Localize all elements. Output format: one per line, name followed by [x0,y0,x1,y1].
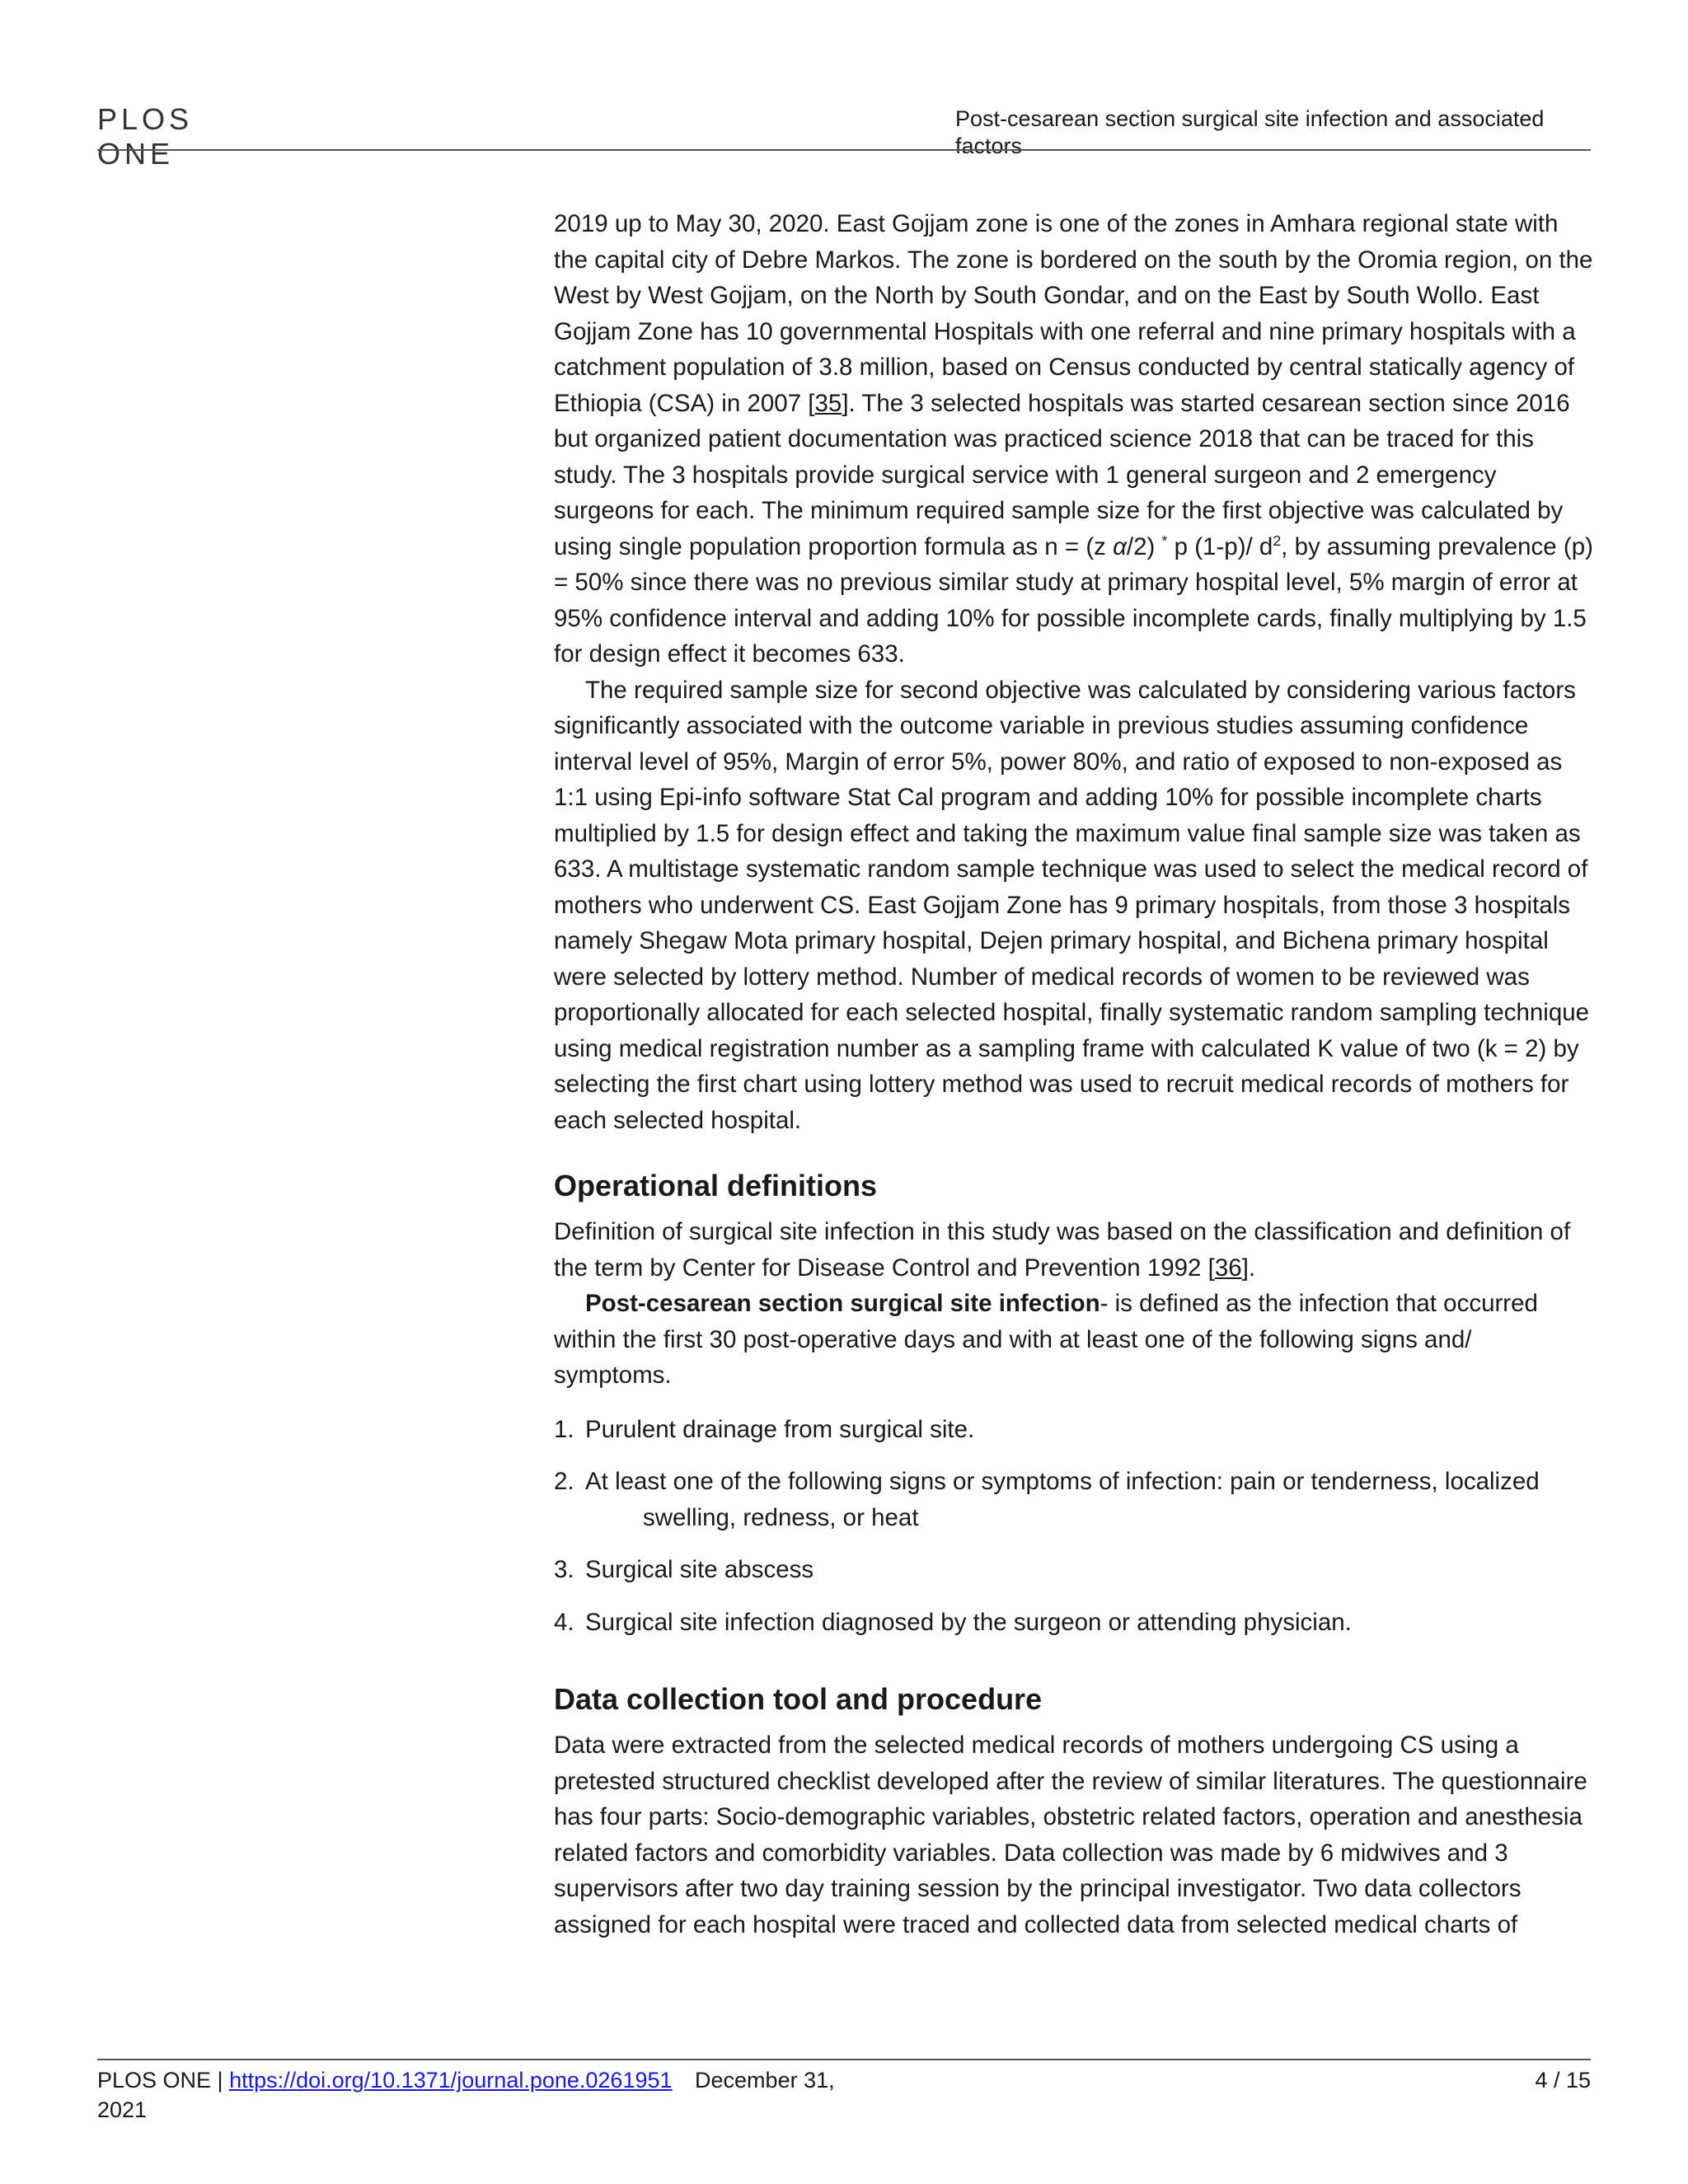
list-text: Surgical site infection diagnosed by the surgeon or attending physician. [585,1608,1352,1636]
logo-line-1: PLOS [97,102,194,136]
section-heading-operational-definitions: Operational definitions [554,1169,878,1202]
footer-rule [97,2059,1591,2060]
list-number: 2. [554,1468,574,1495]
plos-one-logo [97,102,193,171]
list-item [554,1552,1594,1588]
list-text: Purulent drainage from surgical site. [585,1415,975,1443]
criteria-list [554,1412,1594,1641]
list-item [554,1412,1594,1448]
article-body [554,206,1594,1943]
footer-journal: PLOS ONE | [97,2068,223,2093]
logo-line-2: ONE [97,137,175,171]
bold-term: Post-cesarean section surgical site infection [585,1290,1100,1317]
text-segment: /2) [1126,532,1162,560]
text-segment: ]. The 3 selected hospitals was started cesarean section since 2016 but organized patient documentation was practiced science 2018 that can be traced for this study. The 3 hospitals provide surgical service with 1 general surgeon and 2 emergency surgeons for each. The minimum required sample size for the first objective was calculated by using single population proportion formula as n = (z [554,389,1570,560]
list-number: 4. [554,1608,574,1636]
text-segment: ]. [1241,1254,1256,1282]
header-rule [97,149,1591,151]
paragraph-data-collection: Data were extracted from the selected medical records of mothers undergoing CS using a pretested structured checklist developed after the review of similar literatures. The questionnaire has four parts: Socio-demographic variables, obstetric related factors, operation and anesthesia related factors and comorbidity variables. Data collection was made by 6 midwives and 3 supervisors after two day training session by the principal investigator. Two data collectors assigned for each hospital were traced and collected data from selected medical charts of [554,1732,1587,1938]
asterisk: * [1161,532,1168,549]
alpha-symbol: α [1113,532,1127,560]
list-text-continuation: swelling, redness, or heat [643,1503,919,1531]
list-number: 3. [554,1556,574,1583]
list-item [554,1464,1594,1535]
page-number: 4 / 15 [1535,2068,1591,2093]
footer-citation [97,2065,872,2125]
paragraph-post-cs-ssi [554,1286,1594,1394]
footer-date: December 31, 2021 [97,2068,835,2122]
list-text: At least one of the following signs or symptoms of infection: pain or tenderness, localized [585,1468,1540,1495]
reference-link-35[interactable]: 35 [814,389,842,417]
paragraph-second-objective: The required sample size for second objective was calculated by considering various factors significantly associated with the outcome variable in previous studies assuming confidence interval level of 95%, Margin of error 5%, power 80%, and ratio of exposed to non-exposed as 1:1 using Epi-info software Stat Cal program and adding 10% for possible incomplete charts multiplied by 1.5 for design effect and taking the maximum value final sample size was taken as 633. A multistage systematic random sample technique was used to select the medical record of mothers who underwent CS. East Gojjam Zone has 9 primary hospitals, from those 3 hospitals namely Shegaw Mota primary hospital, Dejen primary hospital, and Bichena primary hospital were selected by lottery method. Number of medical records of women to be reviewed was proportionally allocated for each selected hospital, finally systematic random sampling technique using medical registration number as a sampling frame with calculated K value of two (k = 2) by selecting the first chart using lottery method was used to recruit medical records of mothers for each selected hospital. [554,676,1590,1134]
paragraph-ssi-definition [554,1214,1594,1286]
running-title: Post-cesarean section surgical site infection and associated factors [955,106,1545,158]
section-heading-data-collection: Data collection tool and procedure [554,1682,1043,1716]
text-segment: 2019 up to May 30, 2020. East Gojjam zone is one of the zones in Amhara regional state with the capital city of Debre Markos. The zone is bordered on the south by the Oromia region, on the West by West Gojjam, on the North by South Gondar, and on the East by South Wollo. East Gojjam Zone has 10 governmental Hospitals with one referral and nine primary hospitals with a catchment population of 3.8 million, based on Census conducted by central statically agency of Ethiopia (CSA) in 2007 [ [554,210,1593,417]
text-segment: , by assuming prevalence (p) = 50% since there was no previous similar study at primary hospital level, 5% margin of error at 95% confidence interval and adding 10% for possible incomplete cards, finally multiplying by 1.5 for design effect it becomes 633. [554,532,1593,668]
text-segment: Definition of surgical site infection in this study was based on the classification and definition of the term by Center for Disease Control and Prevention 1992 [ [554,1218,1571,1282]
text-segment: - is defined as the infection that occurred within the first 30 post-operative days and with at least one of the following signs and/ symptoms. [554,1290,1538,1389]
list-number: 1. [554,1415,574,1443]
superscript-2: 2 [1273,532,1282,549]
text-segment: p (1-p)/ d [1167,532,1273,560]
list-text: Surgical site abscess [585,1556,814,1583]
doi-link[interactable]: https://doi.org/10.1371/journal.pone.0261951 [229,2068,673,2093]
reference-link-36[interactable]: 36 [1214,1254,1242,1282]
list-item [554,1605,1594,1641]
paragraph-sample-size [554,206,1594,673]
